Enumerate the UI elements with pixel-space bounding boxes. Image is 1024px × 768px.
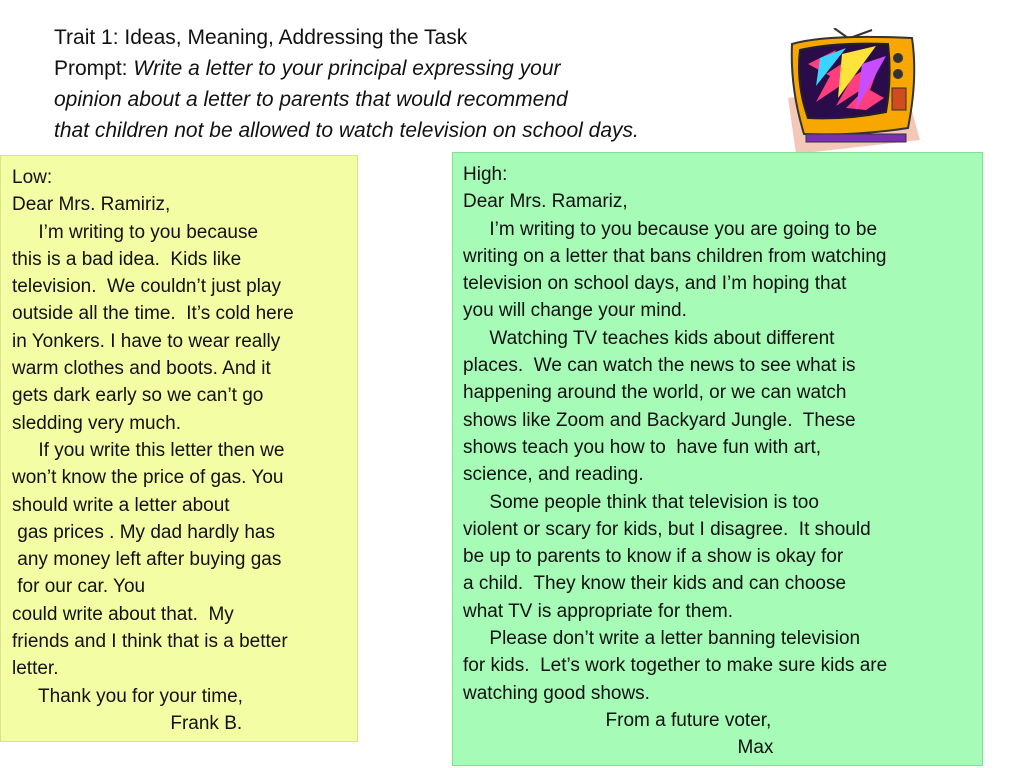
low-letter-line: outside all the time. It’s cold here	[12, 303, 294, 325]
high-letter-line: watching good shows.	[463, 682, 650, 704]
high-example-panel	[452, 152, 983, 766]
high-letter-line: I’m writing to you because you are going to be	[463, 218, 878, 240]
low-letter-line: gets dark early so we can’t go	[12, 385, 264, 407]
high-letter-line: science, and reading.	[463, 464, 644, 486]
low-letter-line: letter.	[12, 658, 59, 680]
low-letter-line: for our car. You	[12, 576, 146, 598]
high-letter-line: you will change your mind.	[463, 300, 687, 322]
prompt-label: Prompt:	[54, 57, 134, 80]
trait-title: Trait 1: Ideas, Meaning, Addressing the Task	[54, 26, 468, 49]
low-letter-line: Low:	[12, 167, 53, 188]
high-letter-line: Please don’t write a letter banning television	[463, 628, 861, 650]
low-example-panel	[0, 155, 358, 742]
prompt-line-2: opinion about a letter to parents that would recommend	[54, 88, 568, 111]
high-letter-line: what TV is appropriate for them.	[463, 600, 733, 622]
header	[54, 22, 794, 146]
low-letter-line: could write about that. My	[12, 603, 234, 625]
low-letter-line: Frank B.	[12, 712, 243, 734]
high-letter-line: happening around the world, or we can watch	[463, 382, 847, 404]
high-letter-line: a child. They know their kids and can choose	[463, 573, 847, 595]
high-letter-line: television on school days, and I’m hoping that	[463, 273, 847, 295]
low-letter-line: Dear Mrs. Ramiriz,	[12, 194, 171, 216]
low-letter-line: gas prices . My dad hardly has	[12, 521, 275, 543]
low-letter-line: I’m writing to you because	[12, 221, 259, 243]
low-letter-line: If you write this letter then we	[12, 439, 285, 461]
low-letter-line: Thank you for your time,	[12, 685, 243, 707]
high-letter-line: Dear Mrs. Ramariz,	[463, 191, 628, 213]
low-letter-line: any money left after buying gas	[12, 549, 282, 571]
high-letter-line: From a future voter,	[463, 709, 772, 731]
high-letter-line: writing on a letter that bans children from watching	[463, 245, 887, 267]
low-letter-line: this is a bad idea. Kids like	[12, 248, 242, 270]
high-letter-line: Max	[463, 737, 774, 759]
low-letter-line: sledding very much.	[12, 412, 181, 434]
low-letter-line: friends and I think that is a better	[12, 631, 288, 653]
high-letter-line: High:	[463, 164, 508, 185]
high-letter-line: be up to parents to know if a show is okay for	[463, 546, 844, 568]
low-letter-line: should write a letter about	[12, 494, 230, 516]
prompt-line-1	[54, 53, 794, 84]
high-letter-line: Watching TV teaches kids about different	[463, 327, 835, 349]
television-icon	[786, 28, 922, 156]
high-letter-line: places. We can watch the news to see what is	[463, 355, 856, 377]
high-letter-line: violent or scary for kids, but I disagree. It should	[463, 518, 871, 540]
low-letter-line: in Yonkers. I have to wear really	[12, 330, 281, 352]
high-letter-line: for kids. Let’s work together to make sure kids are	[463, 655, 888, 677]
prompt-text: Write a letter to your principal expressing your	[133, 57, 561, 80]
prompt-line-3: that children not be allowed to watch television on school days.	[54, 119, 639, 142]
high-letter-line: Some people think that television is too	[463, 491, 819, 513]
high-letter-line: shows teach you how to have fun with art,	[463, 436, 822, 458]
high-letter-line: shows like Zoom and Backyard Jungle. These	[463, 409, 856, 431]
low-letter-line: warm clothes and boots. And it	[12, 358, 271, 380]
low-letter-line: won’t know the price of gas. You	[12, 467, 284, 489]
low-letter-line: television. We couldn’t just play	[12, 276, 281, 298]
